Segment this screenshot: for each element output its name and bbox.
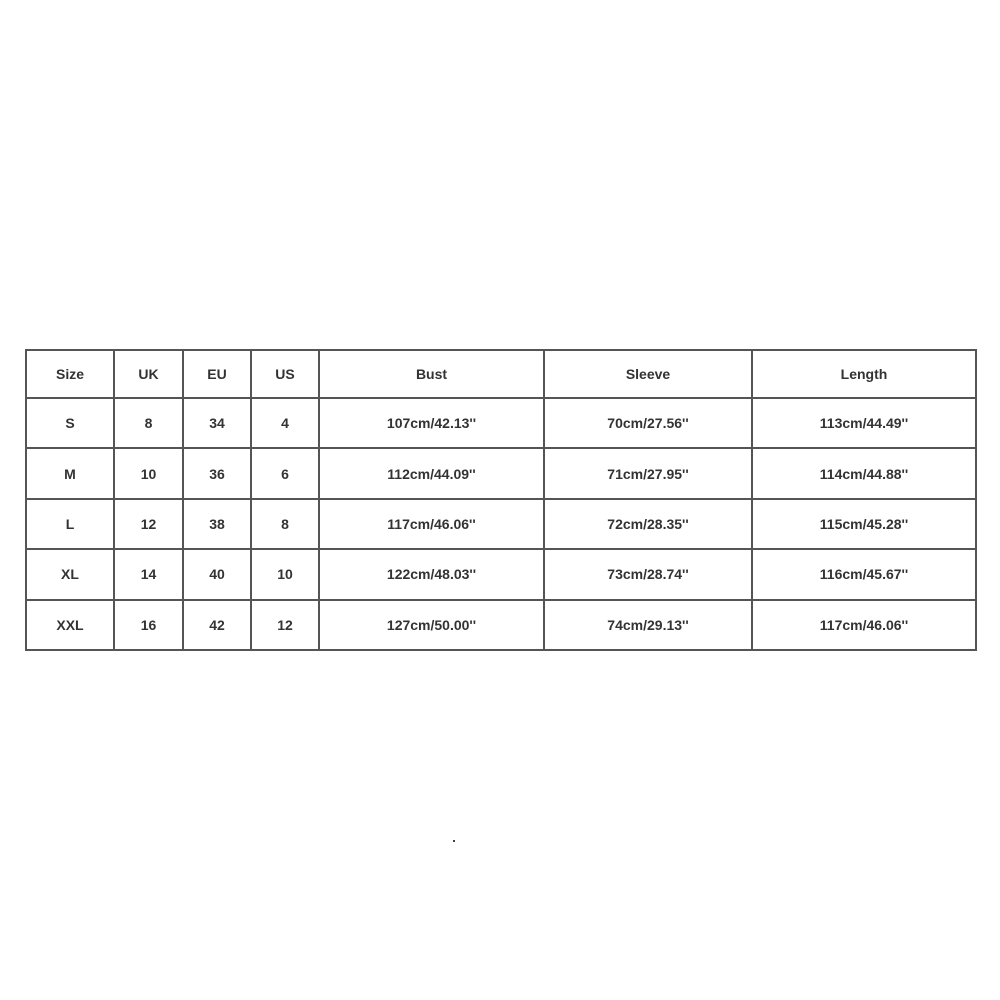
cell-length: 116cm/45.67'' — [752, 549, 976, 599]
cell-length: 113cm/44.49'' — [752, 398, 976, 448]
cell-eu: 42 — [183, 600, 251, 650]
cell-eu: 40 — [183, 549, 251, 599]
cell-size: S — [26, 398, 114, 448]
cell-eu: 34 — [183, 398, 251, 448]
header-sleeve: Sleeve — [544, 350, 752, 398]
cell-uk: 12 — [114, 499, 183, 549]
cell-us: 8 — [251, 499, 319, 549]
cell-size: XL — [26, 549, 114, 599]
cell-sleeve: 73cm/28.74'' — [544, 549, 752, 599]
size-chart-table — [25, 349, 977, 651]
cell-sleeve: 74cm/29.13'' — [544, 600, 752, 650]
cell-eu: 38 — [183, 499, 251, 549]
header-length: Length — [752, 350, 976, 398]
table-row — [26, 499, 976, 549]
header-uk: UK — [114, 350, 183, 398]
cell-sleeve: 71cm/27.95'' — [544, 448, 752, 498]
cell-eu: 36 — [183, 448, 251, 498]
cell-us: 6 — [251, 448, 319, 498]
cell-bust: 122cm/48.03'' — [319, 549, 544, 599]
cell-bust: 112cm/44.09'' — [319, 448, 544, 498]
cell-length: 115cm/45.28'' — [752, 499, 976, 549]
cell-size: XXL — [26, 600, 114, 650]
cell-sleeve: 72cm/28.35'' — [544, 499, 752, 549]
header-eu: EU — [183, 350, 251, 398]
table-row — [26, 398, 976, 448]
cell-uk: 8 — [114, 398, 183, 448]
cell-bust: 107cm/42.13'' — [319, 398, 544, 448]
cell-us: 4 — [251, 398, 319, 448]
header-row — [26, 350, 976, 398]
cell-length: 117cm/46.06'' — [752, 600, 976, 650]
cell-us: 12 — [251, 600, 319, 650]
cell-size: M — [26, 448, 114, 498]
cell-sleeve: 70cm/27.56'' — [544, 398, 752, 448]
cell-bust: 117cm/46.06'' — [319, 499, 544, 549]
table-row — [26, 600, 976, 650]
cell-uk: 16 — [114, 600, 183, 650]
header-us: US — [251, 350, 319, 398]
table-row — [26, 448, 976, 498]
cell-us: 10 — [251, 549, 319, 599]
cell-uk: 10 — [114, 448, 183, 498]
stray-dot — [453, 840, 455, 842]
header-size: Size — [26, 350, 114, 398]
cell-size: L — [26, 499, 114, 549]
cell-bust: 127cm/50.00'' — [319, 600, 544, 650]
cell-length: 114cm/44.88'' — [752, 448, 976, 498]
cell-uk: 14 — [114, 549, 183, 599]
table-row — [26, 549, 976, 599]
header-bust: Bust — [319, 350, 544, 398]
